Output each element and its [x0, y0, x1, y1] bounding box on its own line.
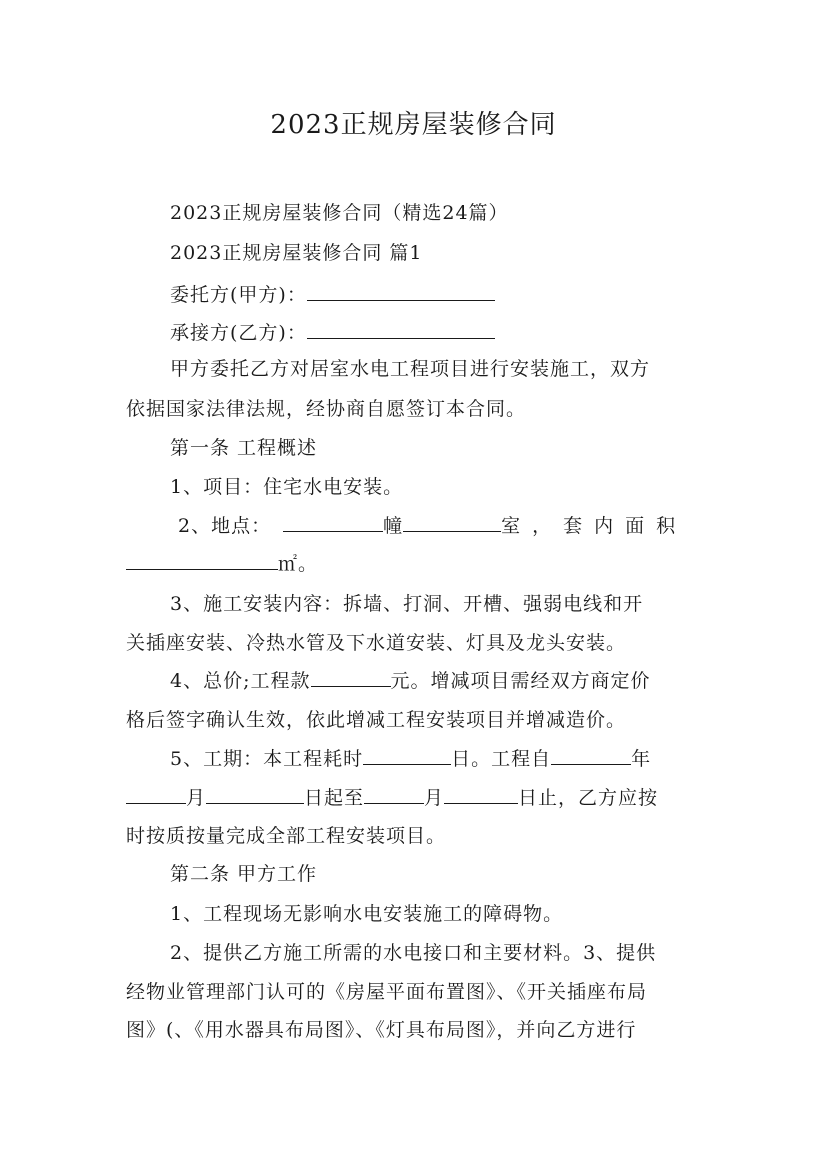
paragraph-line: 2、提供乙方施工所需的水电接口和主要材料。3、提供 [170, 942, 657, 964]
days-blank [363, 746, 451, 765]
price-label: 4、总价;工程款 [170, 670, 311, 692]
party-a-label: 委托方(甲方)： [170, 284, 307, 306]
month-label-2: 月 [424, 787, 445, 809]
start-to-label: 日起至 [304, 787, 365, 809]
paragraph-line: 格后签字确认生效，依此增减工程安装项目并增减造价。 [126, 709, 627, 731]
paragraph-line: 1、工程现场无影响水电安装施工的障碍物。 [170, 903, 564, 925]
paragraph-line: 经物业管理部门认可的《房屋平面布置图》、《开关插座布局 [126, 981, 648, 1003]
month-label: 月 [186, 787, 207, 809]
end-text: 日止，乙方应按 [518, 787, 659, 809]
paragraph-line: 依据国家法律法规，经协商自愿签订本合同。 [126, 398, 527, 420]
paragraph-line: 时按质按量完成全部工程安装项目。 [126, 825, 447, 847]
area-blank [126, 551, 278, 570]
party-a-line [170, 280, 495, 307]
paragraph-line: 图》(、《用水器具布局图》、《灯具布局图》，并向乙方进行 [126, 1019, 637, 1041]
building-label: 幢 [383, 515, 404, 537]
building-blank [283, 513, 383, 532]
article-heading: 第二条 甲方工作 [170, 863, 318, 885]
start-year-blank [551, 746, 631, 765]
start-day-blank [206, 785, 304, 804]
price-line [170, 666, 651, 693]
schedule-line-2 [126, 783, 658, 810]
year-label: 年 [631, 748, 652, 770]
party-b-label: 承接方(乙方)： [170, 322, 307, 344]
paragraph-line: 甲方委托乙方对居室水电工程项目进行安装施工，双方 [170, 358, 651, 380]
paragraph-line: 1、项目：住宅水电安装。 [170, 476, 404, 498]
party-b-line [170, 318, 495, 345]
schedule-line [170, 744, 651, 771]
location-line [178, 511, 687, 538]
schedule-text: 日。工程自 [451, 748, 552, 770]
schedule-label: 5、工期：本工程耗时 [170, 748, 364, 770]
room-blank [403, 513, 501, 532]
paragraph-line: 关插座安装、冷热水管及下水道安装、灯具及龙头安装。 [126, 632, 627, 654]
location-label: 2、地点： [178, 515, 272, 537]
section-heading: 2023正规房屋装修合同 篇1 [170, 242, 423, 264]
end-month-blank [364, 785, 424, 804]
party-b-blank [307, 320, 495, 339]
party-a-blank [307, 282, 495, 301]
price-blank [311, 668, 391, 687]
end-day-blank [444, 785, 518, 804]
article-heading: 第一条 工程概述 [170, 437, 318, 459]
start-month-blank [126, 785, 186, 804]
document-title: 2023正规房屋装修合同 [270, 110, 557, 140]
area-unit: ㎡。 [278, 553, 319, 575]
area-line [126, 549, 318, 576]
paragraph-line: 3、施工安装内容：拆墙、打洞、开槽、强弱电线和开 [170, 593, 644, 615]
area-label: 室，套内面积 [501, 515, 688, 537]
subtitle-line: 2023正规房屋装修合同（精选24篇） [170, 202, 509, 224]
price-text: 元。增减项目需经双方商定价 [390, 670, 651, 692]
